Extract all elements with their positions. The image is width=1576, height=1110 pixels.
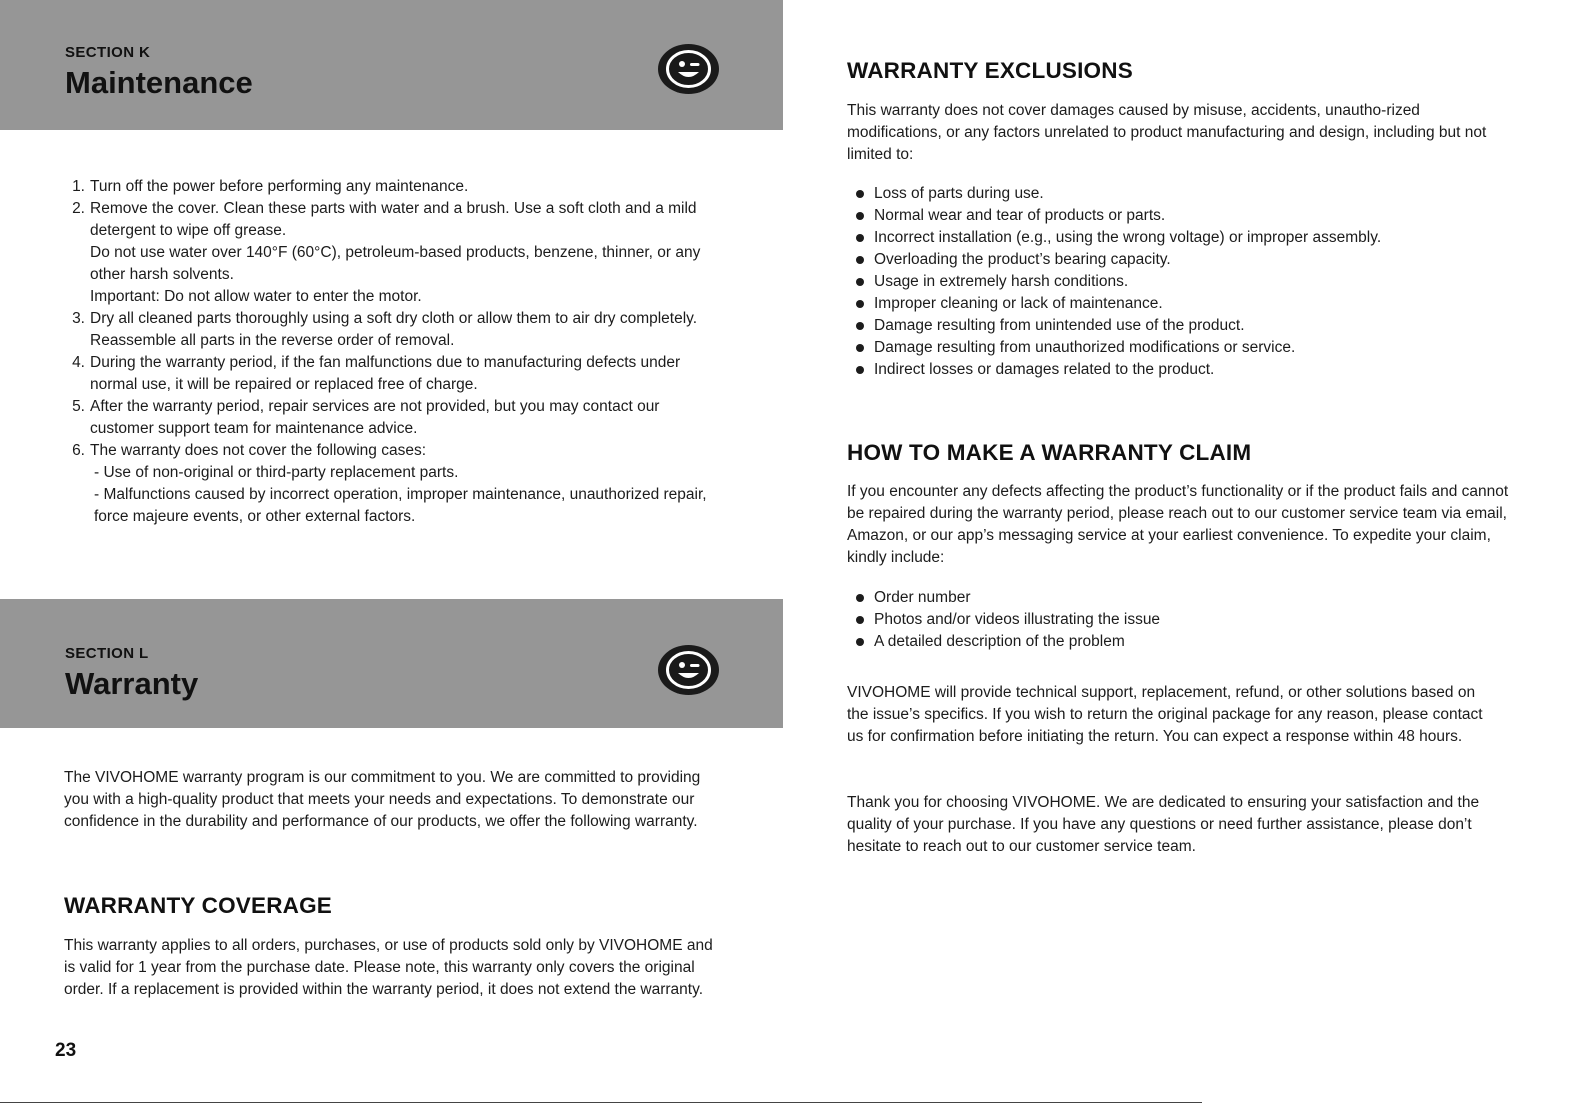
item-number: 1.	[72, 178, 85, 195]
item-number: 4.	[72, 354, 85, 371]
section-k-title: Maintenance	[65, 65, 253, 100]
item-number: 3.	[72, 310, 85, 327]
claim-list	[855, 587, 1515, 653]
item-subpoint: - Use of non-original or third-party replacement parts.	[94, 464, 459, 481]
list-item: Indirect losses or damages related to the product.	[855, 359, 1535, 381]
item-text: During the warranty period, if the fan malfunctions due to manufacturing defects under normal use, it will be repaired or replaced free of charge.	[90, 354, 681, 393]
list-item: Usage in extremely harsh conditions.	[855, 271, 1535, 293]
item-number: 6.	[72, 442, 85, 459]
maintenance-item	[65, 396, 725, 440]
exclusions-intro: This warranty does not cover damages caused by misuse, accidents, unautho-rized modifications, or any factors unrelated to product manufacturing and design, including but not limited to:	[847, 102, 1487, 163]
exclusions-list	[855, 183, 1535, 381]
claim-support-text: VIVOHOME will provide technical support, replacement, refund, or other solutions based on the issue’s specifics. If you wish to return the original package for any reason, please contact us for confirmation before initiating the return. You can expect a response within 48 hours.	[847, 684, 1483, 745]
list-item: Loss of parts during use.	[855, 183, 1535, 205]
warranty-coverage-heading: WARRANTY COVERAGE	[64, 893, 333, 918]
item-text: Do not use water over 140°F (60°C), petroleum-based products, benzene, thinner, or any other harsh solvents.	[90, 244, 701, 283]
list-item: Order number	[855, 587, 1515, 609]
item-text: Remove the cover. Clean these parts with water and a brush. Use a soft cloth and a mild detergent to wipe off grease.	[90, 200, 697, 239]
section-l-label: SECTION L	[65, 645, 149, 662]
section-k-header	[0, 0, 783, 130]
maintenance-list	[65, 176, 725, 528]
item-text: The warranty does not cover the following cases:	[90, 442, 427, 459]
list-item: Overloading the product’s bearing capacity.	[855, 249, 1535, 271]
claim-heading: HOW TO MAKE A WARRANTY CLAIM	[847, 440, 1252, 465]
list-item: A detailed description of the problem	[855, 631, 1515, 653]
maintenance-item	[65, 440, 725, 528]
section-l-header	[0, 599, 783, 728]
item-text: Dry all cleaned parts thoroughly using a soft dry cloth or allow them to air dry completely. Reassemble all parts in the reverse order of removal.	[90, 310, 698, 349]
list-item: Improper cleaning or lack of maintenance.	[855, 293, 1535, 315]
list-item: Photos and/or videos illustrating the issue	[855, 609, 1515, 631]
list-item: Incorrect installation (e.g., using the wrong voltage) or improper assembly.	[855, 227, 1535, 249]
page-number: 23	[55, 1040, 77, 1061]
section-k-label: SECTION K	[65, 44, 151, 61]
item-text: Important: Do not allow water to enter the motor.	[90, 288, 422, 305]
warranty-intro: The VIVOHOME warranty program is our commitment to you. We are committed to providing you with a high-quality product that meets your needs and expectations. To demonstrate our confidence in the durability and performance of our products, we offer the following warranty.	[64, 769, 701, 830]
maintenance-item	[65, 308, 725, 352]
item-text: After the warranty period, repair services are not provided, but you may contact our customer support team for maintenance advice.	[90, 398, 660, 437]
maintenance-item	[65, 198, 725, 308]
item-number: 2.	[72, 200, 85, 217]
winking-smiley-icon	[658, 645, 719, 695]
item-number: 5.	[72, 398, 85, 415]
section-l-title: Warranty	[65, 666, 199, 701]
warranty-coverage-text: This warranty applies to all orders, purchases, or use of products sold only by VIVOHOME and is valid for 1 year from the purchase date. Please note, this warranty only covers the original order. If a replacement is provided within the warranty period, it does not extend the warranty.	[64, 937, 713, 998]
claim-intro: If you encounter any defects affecting the product’s functionality or if the product fails and cannot be repaired during the warranty period, please reach out to our customer service team via email, Amazon, or our app’s messaging service at your earliest convenience. To expedite your claim, kindly include:	[847, 483, 1509, 566]
maintenance-item	[65, 176, 725, 198]
list-item: Normal wear and tear of products or parts.	[855, 205, 1535, 227]
exclusions-heading: WARRANTY EXCLUSIONS	[847, 58, 1133, 83]
maintenance-item	[65, 352, 725, 396]
bottom-divider	[0, 1102, 1202, 1103]
list-item: Damage resulting from unintended use of the product.	[855, 315, 1535, 337]
claim-thanks-text: Thank you for choosing VIVOHOME. We are dedicated to ensuring your satisfaction and the quality of your purchase. If you have any questions or need further assistance, please don’t hesitate to reach out to our customer service team.	[847, 794, 1480, 855]
item-subpoint: - Malfunctions caused by incorrect operation, improper maintenance, unauthorized repair, force majeure events, or other external factors.	[94, 486, 707, 525]
list-item: Damage resulting from unauthorized modifications or service.	[855, 337, 1535, 359]
item-text: Turn off the power before performing any maintenance.	[90, 178, 469, 195]
winking-smiley-icon	[658, 44, 719, 94]
